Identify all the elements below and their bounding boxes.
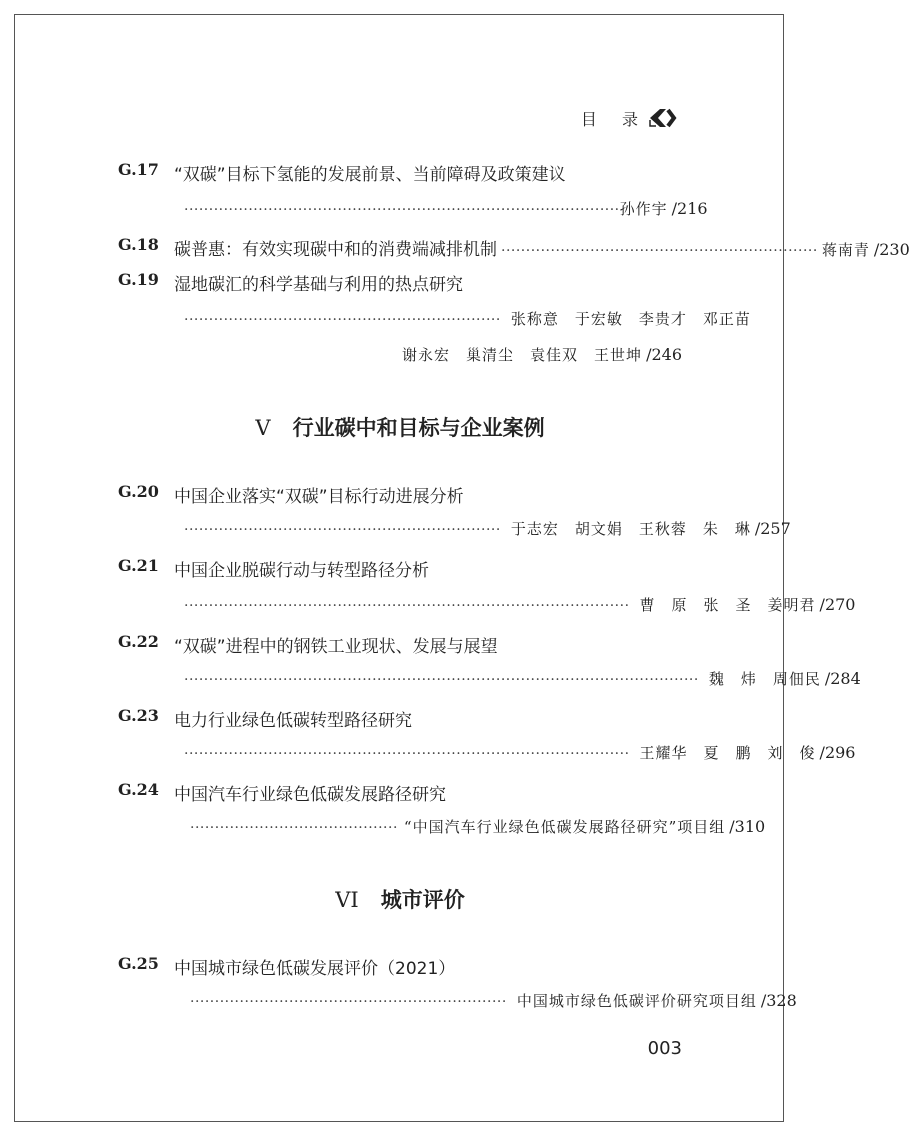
entry-page: 246 bbox=[651, 345, 682, 364]
dot-leaders: ········································································································ bbox=[184, 672, 699, 688]
toc-entry-g18[interactable]: G.18 碳普惠：有效实现碳中和的消费端减排机制 ································································ 蒋南青 / 230 bbox=[118, 235, 910, 260]
entry-page: 230 bbox=[879, 240, 910, 259]
toc-entry-g17[interactable] bbox=[118, 160, 682, 190]
entry-code: G.19 bbox=[118, 270, 159, 289]
entry-page: 296 bbox=[824, 743, 856, 762]
entry-title: “双碳”目标下氢能的发展前景、当前障碍及政策建议 bbox=[174, 165, 566, 185]
toc-entry-g23[interactable] bbox=[118, 706, 682, 736]
entry-authors: 孙作宇 bbox=[619, 200, 668, 218]
dot-leaders: ·········································· bbox=[190, 820, 398, 836]
dot-leaders: ·························································································· bbox=[184, 746, 630, 762]
dot-leaders: ························································································ bbox=[184, 202, 620, 218]
toc-entry-g22-authors: ········································································································ 魏 炜 周佃民 / 284 bbox=[184, 669, 861, 688]
entry-authors: 王耀华 夏 鹏 刘 俊 bbox=[639, 744, 816, 762]
entry-page: 270 bbox=[824, 595, 856, 614]
dot-leaders: ································································ bbox=[184, 312, 501, 328]
running-header bbox=[581, 106, 682, 130]
toc-entry-g24[interactable] bbox=[118, 780, 682, 810]
entry-authors: “中国汽车行业绿色低碳发展路径研究”项目组 bbox=[403, 818, 726, 836]
entry-code: G.18 bbox=[118, 235, 159, 254]
toc-entry-g21[interactable] bbox=[118, 556, 682, 586]
entry-code: G.23 bbox=[118, 706, 159, 725]
toc-entry-g19-authors-2: 谢永宏 巢清尘 袁佳双 王世坤 / 246 bbox=[402, 345, 682, 364]
entry-authors: 谢永宏 巢清尘 袁佳双 王世坤 bbox=[402, 346, 643, 364]
toc-entry-g21-authors: ·························································································· 曹 原 张 圣 姜明君 / 270 bbox=[184, 595, 856, 614]
entry-code: G.21 bbox=[118, 556, 159, 575]
section-heading-v bbox=[0, 412, 800, 442]
dot-leaders: ································································ bbox=[184, 522, 501, 538]
bracket-arrow-icon bbox=[648, 106, 682, 130]
entry-authors: 张称意 于宏敏 李贵才 邓正苗 bbox=[510, 310, 751, 328]
header-title: 目 录 bbox=[580, 109, 648, 129]
entry-title: “双碳”进程中的钢铁工业现状、发展与展望 bbox=[174, 637, 498, 657]
entry-code: G.25 bbox=[118, 954, 159, 973]
entry-title: 中国企业脱碳行动与转型路径分析 bbox=[174, 561, 429, 581]
entry-authors: 蒋南青 bbox=[821, 241, 870, 259]
section-number: V bbox=[255, 416, 271, 440]
entry-title: 中国企业落实“双碳”目标行动进展分析 bbox=[174, 487, 464, 507]
entry-code: G.17 bbox=[118, 160, 159, 179]
toc-entry-g23-authors: ·························································································· 王耀华 夏 鹏 刘 俊 / 296 bbox=[184, 743, 856, 762]
dot-leaders: ································································ bbox=[501, 243, 818, 259]
toc-entry-g20[interactable] bbox=[118, 482, 682, 512]
page-number: 003 bbox=[647, 1038, 682, 1059]
entry-title: 中国城市绿色低碳发展评价（2021） bbox=[174, 959, 456, 979]
entry-code: G.22 bbox=[118, 632, 159, 651]
entry-code: G.20 bbox=[118, 482, 159, 501]
entry-title: 湿地碳汇的科学基础与利用的热点研究 bbox=[174, 275, 463, 295]
toc-entry-g25[interactable] bbox=[118, 954, 682, 984]
toc-entry-g17-authors: ························································································ 孙作宇 / 216 bbox=[184, 199, 708, 218]
entry-authors: 魏 炜 周佃民 bbox=[708, 670, 821, 688]
entry-title: 中国汽车行业绿色低碳发展路径研究 bbox=[174, 785, 446, 805]
dot-leaders: ·························································································· bbox=[184, 598, 630, 614]
entry-page: 284 bbox=[830, 669, 861, 688]
section-title: 城市评价 bbox=[380, 887, 465, 912]
entry-page: 216 bbox=[677, 199, 708, 218]
entry-title: 碳普惠：有效实现碳中和的消费端减排机制 bbox=[174, 240, 497, 260]
entry-page: 257 bbox=[760, 519, 791, 538]
entry-code: G.24 bbox=[118, 780, 159, 799]
dot-leaders: ································································ bbox=[190, 994, 507, 1010]
toc-entry-g22[interactable] bbox=[118, 632, 682, 662]
entry-page: 328 bbox=[766, 991, 797, 1010]
entry-page: 310 bbox=[734, 817, 766, 836]
entry-title: 电力行业绿色低碳转型路径研究 bbox=[174, 711, 412, 731]
section-heading-vi bbox=[0, 884, 800, 914]
toc-entry-g20-authors: ································································ 于志宏 胡文娟 王秋蓉 朱 琳 / 257 bbox=[184, 519, 791, 538]
section-number: VI bbox=[335, 888, 359, 912]
toc-entry-g25-authors: ································································ 中国城市绿色低碳评价研究项目组 / 328 bbox=[190, 991, 797, 1010]
toc-entry-g19[interactable] bbox=[118, 270, 682, 300]
toc-entry-g24-authors: ·········································· “中国汽车行业绿色低碳发展路径研究”项目组 / 310 bbox=[190, 817, 766, 836]
toc-entry-g19-authors-1 bbox=[118, 308, 751, 334]
entry-authors: 于志宏 胡文娟 王秋蓉 朱 琳 bbox=[510, 520, 751, 538]
section-title: 行业碳中和目标与企业案例 bbox=[292, 415, 545, 440]
entry-authors: 中国城市绿色低碳评价研究项目组 bbox=[516, 992, 757, 1010]
entry-authors: 曹 原 张 圣 姜明君 bbox=[639, 596, 816, 614]
